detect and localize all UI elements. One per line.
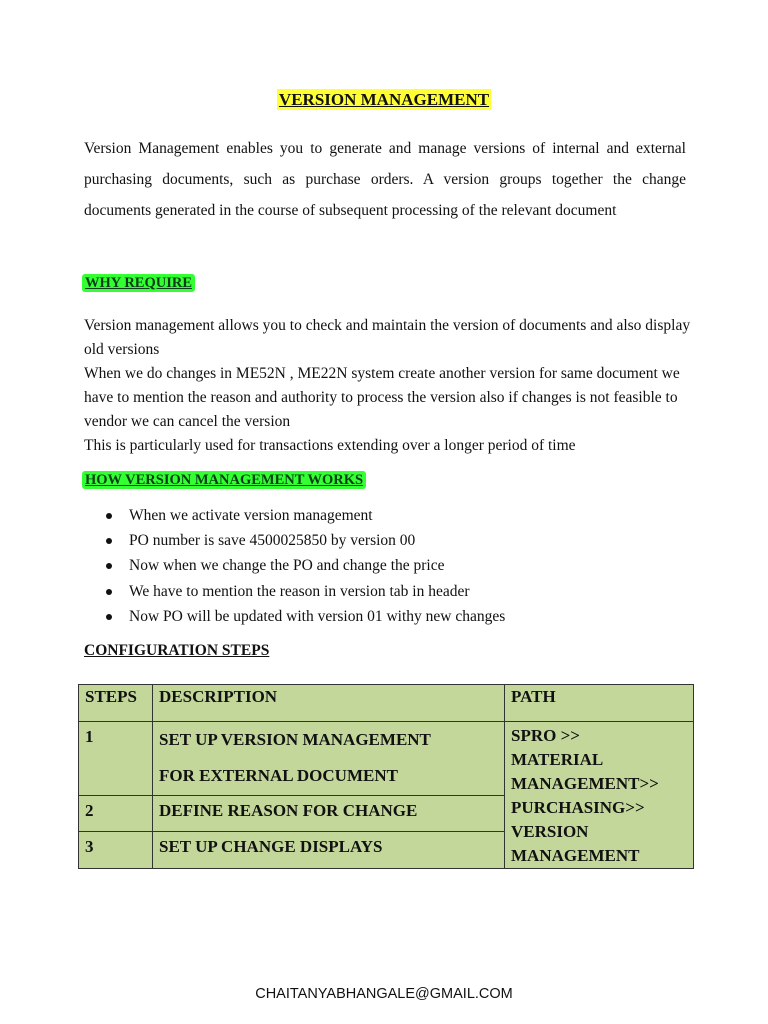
path-line: VERSION	[511, 822, 589, 841]
step-number-cell	[79, 722, 153, 796]
path-line: MATERIAL	[511, 750, 604, 769]
configuration-table	[78, 684, 694, 869]
list-item	[84, 503, 684, 528]
bullet-icon	[106, 538, 112, 544]
path-line: MANAGEMENT>>	[511, 774, 659, 793]
list-item-text: Now when we change the PO and change the price	[129, 557, 445, 575]
why-require-heading-text: WHY REQUIRE	[82, 274, 195, 292]
path-line: PURCHASING>>	[511, 798, 645, 817]
table-row	[79, 722, 694, 796]
path-line: MANAGEMENT	[511, 846, 640, 865]
page-title-text: VERSION MANAGEMENT	[278, 90, 490, 109]
intro-paragraph: Version Management enables you to generate and manage versions of internal and external purchasing documents, such as purchase orders. A version groups together the change documents generated in the course of subsequent processing of the relevant document	[84, 140, 686, 219]
step-description-cell	[153, 796, 505, 832]
why-paragraph: When we do changes in ME52N , ME22N system create another version for same document we have to mention the reason and authority to process the version also if changes is not feasible to vendor we can cancel the version	[84, 365, 680, 430]
list-item	[84, 528, 684, 553]
bullet-icon	[106, 563, 112, 569]
how-works-heading-text: HOW VERSION MANAGEMENT WORKS	[82, 471, 366, 489]
step-number: 3	[85, 837, 94, 857]
list-item-text: PO number is save 4500025850 by version 00	[129, 532, 416, 550]
step-description: DEFINE REASON FOR CHANGE	[159, 801, 418, 820]
how-works-heading	[82, 472, 366, 489]
step-description-line: FOR EXTERNAL DOCUMENT	[159, 766, 398, 785]
step-description: SET UP CHANGE DISPLAYS	[159, 837, 383, 857]
path-line: SPRO >>	[511, 726, 580, 745]
list-item	[84, 604, 684, 629]
step-number-cell	[79, 796, 153, 832]
step-description	[159, 716, 498, 794]
why-require-heading	[82, 275, 195, 292]
list-item-text: Now PO will be updated with version 01 withy new changes	[129, 607, 506, 625]
step-number: 2	[85, 801, 94, 820]
list-item-text: We have to mention the reason in version tab in header	[129, 582, 470, 600]
list-item-text: When we activate version management	[129, 507, 373, 524]
path-cell	[505, 722, 694, 869]
table-header-description: DESCRIPTION	[153, 685, 505, 722]
page-title	[0, 90, 768, 110]
how-works-list	[84, 503, 684, 629]
table-header-steps: STEPS	[79, 685, 153, 722]
footer-email: CHAITANYABHANGALE@GMAIL.COM	[255, 986, 513, 1002]
bullet-icon	[106, 614, 112, 620]
step-number: 1	[85, 727, 94, 746]
table-header-path: PATH	[505, 685, 694, 722]
bullet-icon	[106, 513, 112, 519]
why-paragraph: Version management allows you to check and maintain the version of documents and also display old versions	[84, 317, 691, 358]
step-description-cell	[153, 722, 505, 796]
list-item	[84, 553, 684, 578]
list-item	[84, 579, 684, 604]
configuration-heading: CONFIGURATION STEPS	[84, 642, 270, 659]
bullet-icon	[106, 589, 112, 595]
step-description-cell	[153, 832, 505, 869]
step-description-line: SET UP VERSION MANAGEMENT	[159, 730, 431, 749]
step-number-cell	[79, 832, 153, 869]
why-paragraph: This is particularly used for transactions extending over a longer period of time	[84, 437, 576, 454]
why-require-body	[84, 314, 692, 458]
